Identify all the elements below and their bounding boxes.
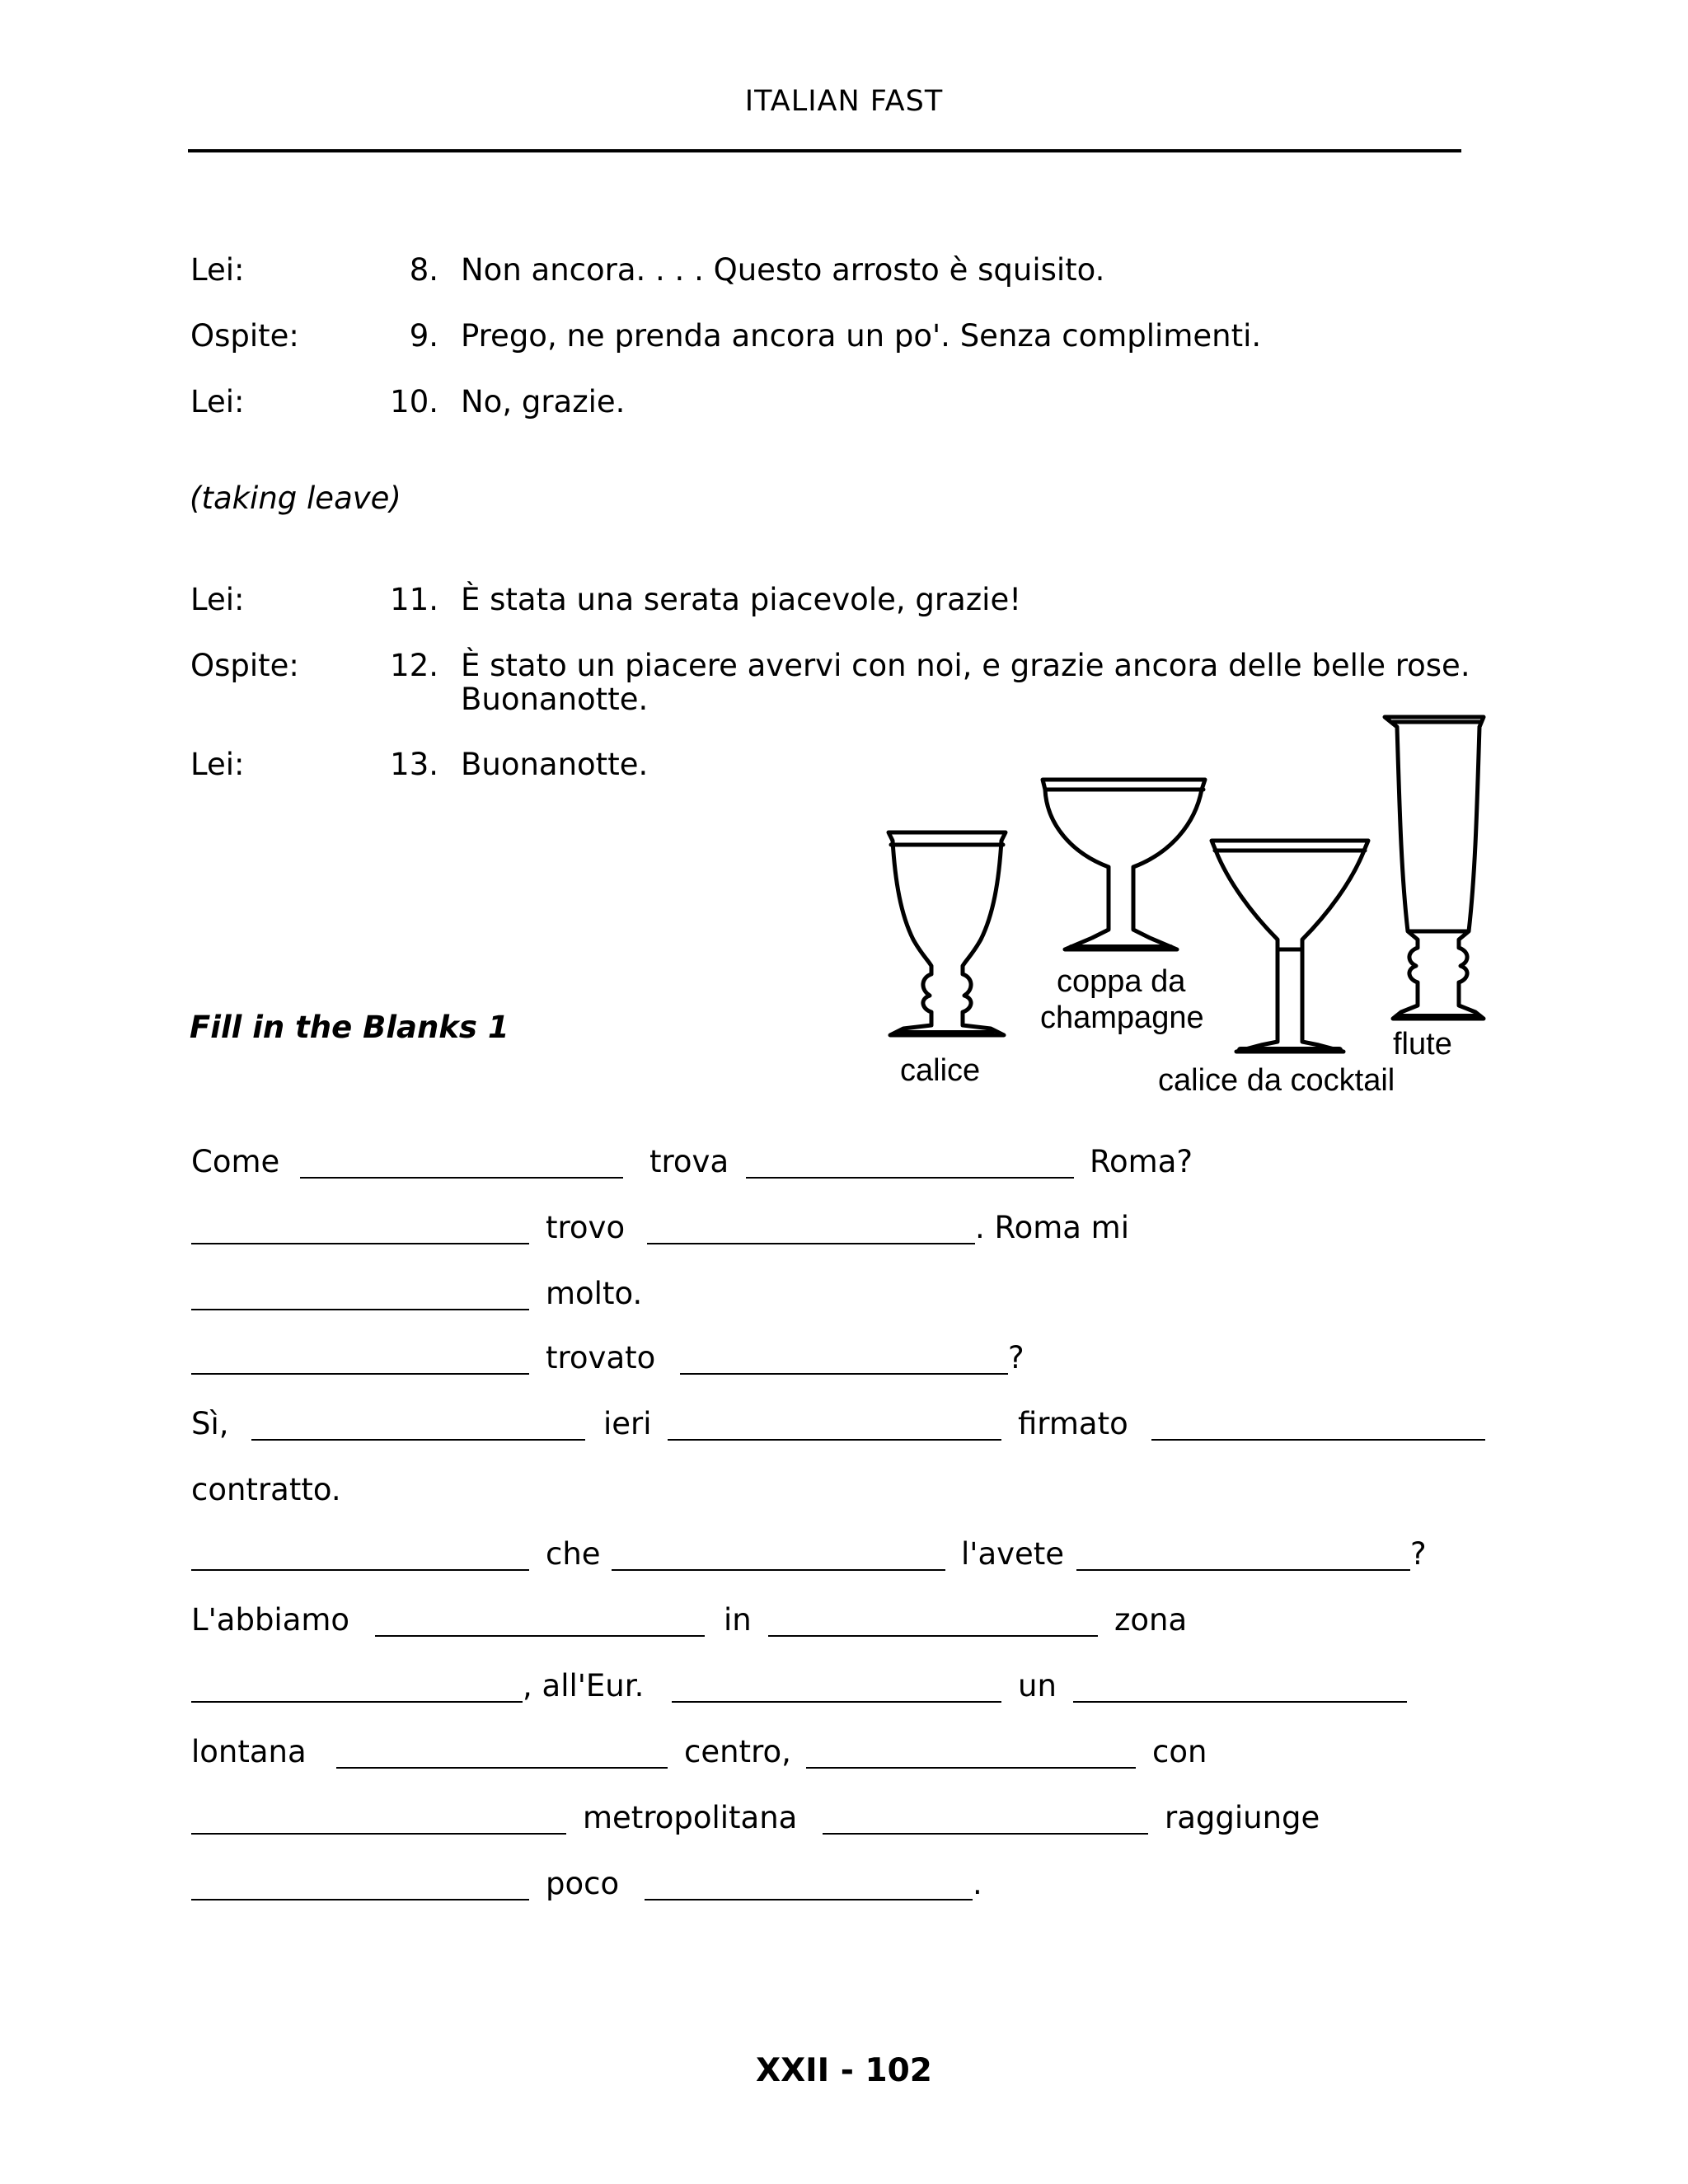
blank-line bbox=[191, 1701, 523, 1703]
blank-line bbox=[191, 1243, 529, 1244]
fill-word: ? bbox=[1008, 1340, 1025, 1376]
line-number: 9. bbox=[409, 318, 438, 354]
speaker-label: Ospite: bbox=[190, 318, 299, 354]
blank-line bbox=[645, 1899, 973, 1900]
speaker-label: Lei: bbox=[190, 582, 245, 617]
fill-word: Come bbox=[191, 1144, 280, 1179]
line-number: 8. bbox=[409, 252, 438, 288]
blank-line bbox=[768, 1635, 1098, 1637]
coppa-champagne-glass-icon bbox=[1043, 780, 1205, 949]
fill-word: contratto. bbox=[191, 1472, 341, 1507]
fill-word: trovato bbox=[546, 1340, 656, 1376]
utterance-continuation: Buonanotte. bbox=[461, 682, 649, 717]
line-number: 11. bbox=[390, 582, 438, 617]
utterance: È stato un piacere avervi con noi, e grazie ancora delle belle rose. bbox=[461, 648, 1470, 683]
fill-word: , all'Eur. bbox=[523, 1668, 645, 1704]
fill-word: . Roma mi bbox=[975, 1210, 1130, 1245]
blank-line bbox=[191, 1833, 566, 1835]
blank-line bbox=[191, 1309, 529, 1310]
blank-line bbox=[300, 1177, 623, 1179]
fill-word: . bbox=[973, 1866, 982, 1901]
blank-line bbox=[191, 1569, 529, 1571]
blank-line bbox=[375, 1635, 705, 1637]
calice-label: calice bbox=[900, 1053, 981, 1088]
coppa-label-line1: coppa da bbox=[1057, 964, 1186, 999]
cocktail-glass-icon bbox=[1212, 841, 1368, 1052]
fill-word: un bbox=[1018, 1668, 1057, 1704]
utterance: Non ancora. . . . Questo arrosto è squisito. bbox=[461, 252, 1105, 288]
fill-word: firmato bbox=[1018, 1406, 1128, 1441]
utterance: Prego, ne prenda ancora un po'. Senza complimenti. bbox=[461, 318, 1262, 354]
utterance: No, grazie. bbox=[461, 384, 626, 419]
fill-word: poco bbox=[546, 1866, 620, 1901]
fill-word: lontana bbox=[191, 1734, 307, 1769]
fill-word: Roma? bbox=[1090, 1144, 1193, 1179]
page-header: ITALIAN FAST bbox=[744, 85, 944, 118]
line-number: 10. bbox=[390, 384, 438, 419]
utterance: È stata una serata piacevole, grazie! bbox=[461, 582, 1022, 617]
page-number: XXII - 102 bbox=[756, 2052, 932, 2089]
blank-line bbox=[191, 1373, 529, 1375]
blank-line bbox=[746, 1177, 1074, 1179]
flute-label: flute bbox=[1393, 1027, 1452, 1062]
calice-glass-icon bbox=[889, 832, 1006, 1035]
fill-word: che bbox=[546, 1536, 601, 1572]
fill-word: metropolitana bbox=[583, 1800, 798, 1835]
blank-line bbox=[647, 1243, 975, 1244]
blank-line bbox=[823, 1833, 1148, 1835]
fill-word: zona bbox=[1114, 1602, 1188, 1638]
line-number: 13. bbox=[390, 747, 438, 782]
fill-word: in bbox=[724, 1602, 752, 1638]
blank-line bbox=[336, 1767, 668, 1769]
line-number: 12. bbox=[390, 648, 438, 683]
section-heading-taking-leave: (taking leave) bbox=[190, 480, 401, 516]
cocktail-label: calice da cocktail bbox=[1158, 1063, 1395, 1098]
blank-line bbox=[1073, 1701, 1407, 1703]
fill-word: raggiunge bbox=[1165, 1800, 1320, 1835]
fill-word: ? bbox=[1410, 1536, 1427, 1572]
flute-glass-icon bbox=[1385, 717, 1484, 1019]
fill-in-blanks-heading: Fill in the Blanks 1 bbox=[190, 1010, 509, 1045]
speaker-label: Lei: bbox=[190, 252, 245, 288]
fill-word: l'avete bbox=[961, 1536, 1065, 1572]
blank-line bbox=[612, 1569, 945, 1571]
coppa-label-line2: champagne bbox=[1040, 1001, 1204, 1035]
blank-line bbox=[806, 1767, 1136, 1769]
speaker-label: Lei: bbox=[190, 747, 245, 782]
blank-line bbox=[672, 1701, 1001, 1703]
fill-word: molto. bbox=[546, 1276, 643, 1311]
blank-line bbox=[251, 1439, 585, 1441]
blank-line bbox=[1076, 1569, 1410, 1571]
blank-line bbox=[668, 1439, 1001, 1441]
fill-word: centro, bbox=[684, 1734, 791, 1769]
blank-line bbox=[191, 1899, 529, 1900]
fill-word: trovo bbox=[546, 1210, 626, 1245]
speaker-label: Lei: bbox=[190, 384, 245, 419]
fill-word: ieri bbox=[603, 1406, 652, 1441]
fill-word: Sì, bbox=[191, 1406, 229, 1441]
blank-line bbox=[1151, 1439, 1485, 1441]
blank-line bbox=[680, 1373, 1008, 1375]
speaker-label: Ospite: bbox=[190, 648, 299, 683]
fill-word: trova bbox=[649, 1144, 729, 1179]
utterance: Buonanotte. bbox=[461, 747, 649, 782]
fill-word: con bbox=[1152, 1734, 1207, 1769]
fill-word: L'abbiamo bbox=[191, 1602, 350, 1638]
